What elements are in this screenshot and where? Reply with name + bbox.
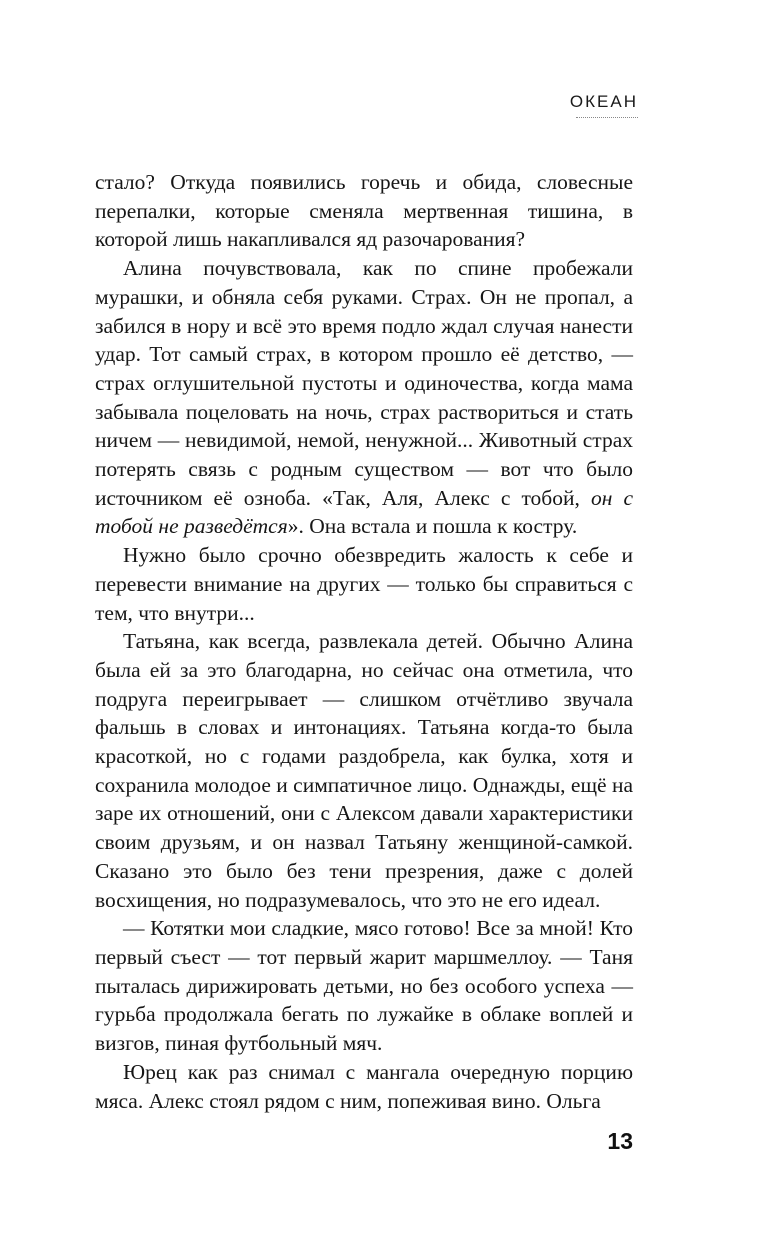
paragraph-text: ». Она встала и пошла к костру.: [287, 514, 578, 539]
paragraph: Нужно было срочно обезвредить жалость к себе и перевести внимание на других — только бы справиться с тем, что внутри...: [95, 543, 633, 625]
body-text: [95, 168, 633, 1115]
paragraph: [95, 254, 633, 541]
paragraph: — Котятки мои сладкие, мясо готово! Все за мной! Кто первый съест — тот первый жарит маршмеллоу. — Таня пыталась дирижировать детьми, но без особого успеха — гурьба продолжала бегать по лужайке в облаке воплей и визгов, пиная футбольный мяч.: [95, 916, 633, 1056]
running-title-rule: [576, 117, 638, 118]
paragraph: Юрец как раз снимал с мангала очередную порцию мяса. Алекс стоял рядом с ним, попеживая вино. Ольга: [95, 1059, 633, 1113]
paragraph-continuation: стало? Откуда появились горечь и обида, словесные перепалки, которые сменяла мертвенная тишина, в которой лишь накапливался яд разочарования?: [95, 170, 633, 252]
paragraph: Татьяна, как всегда, развлекала детей. Обычно Алина была ей за это благодарна, но сейчас она отметила, что подруга переигрывает — слишком отчётливо звучала фальшь в словах и интонациях. Татьяна когда-то была красоткой, но с годами раздобрела, как булка, хотя и сохранила молодое и симпатичное лицо. Однажды, ещё на заре их отношений, они с Алексом давали характеристики своим друзьям, и он назвал Татьяну женщиной-самкой. Сказано это было без тени презрения, даже с долей восхищения, но подразумевалось, что это не его идеал.: [95, 629, 633, 912]
running-title: ОКЕАН: [569, 92, 638, 111]
page-number: 13: [607, 1128, 633, 1154]
italic-quote: он с тобой не разведётся: [95, 485, 633, 539]
paragraph-text: Алина почувствовала, как по спине пробежали мурашки, и обняла себя руками. Страх. Он не пропал, а забился в нору и всё это время подло ждал случая нанести удар. Тот самый страх, в котором прошло её детство, — страх оглушительной пустоты и одиночества, когда мама забывала поцеловать на ночь, страх раствориться и стать ничем — невидимой, немой, ненужной... Животный страх потерять связь с родным существом — вот что было источником её озноба. «Так, Аля, Алекс с тобой,: [95, 256, 633, 510]
